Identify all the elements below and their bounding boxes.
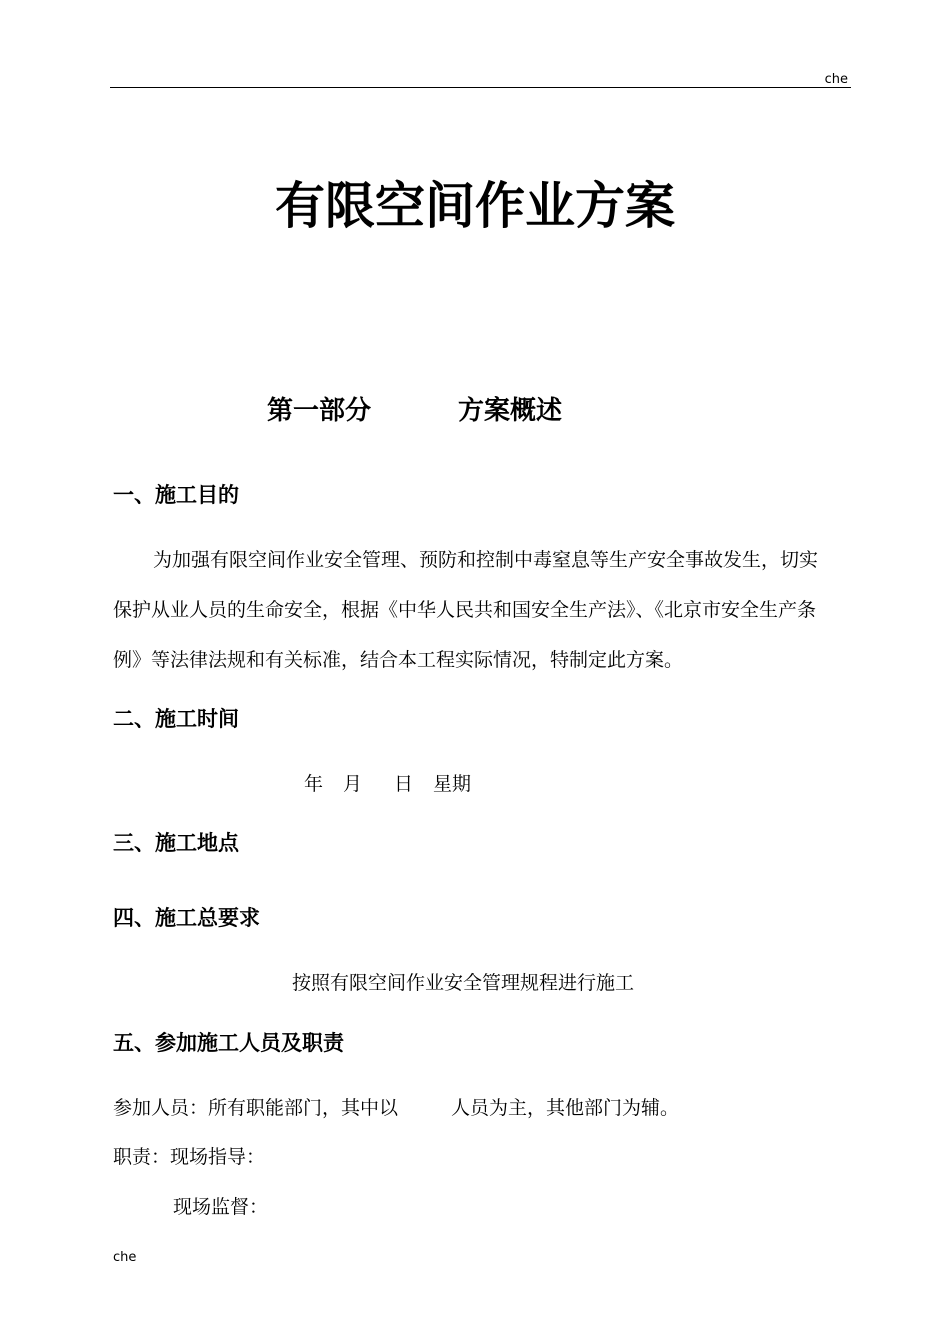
- date-day-label: 日: [394, 773, 414, 795]
- purpose-line-2: 保护从业人员的生命安全，根据《中华人民共和国安全生产法》、《北京市安全生产条: [113, 599, 817, 621]
- section-heading-requirements: 四、施工总要求: [113, 906, 260, 930]
- purpose-line-3: 例》等法律法规和有关标准，结合本工程实际情况，特制定此方案。: [113, 649, 684, 671]
- document-title: 有限空间作业方案: [275, 177, 675, 235]
- header-rule: [110, 87, 851, 88]
- requirements-text: 按照有限空间作业安全管理规程进行施工: [292, 972, 635, 994]
- date-year-label: 年: [304, 773, 324, 795]
- part-number: 第一部分: [267, 396, 372, 426]
- section-heading-personnel: 五、参加施工人员及职责: [113, 1031, 344, 1055]
- section-heading-purpose: 一、施工目的: [113, 483, 239, 507]
- section-heading-time: 二、施工时间: [113, 707, 239, 731]
- personnel-text-b: 人员为主，其他部门为辅。: [451, 1097, 680, 1119]
- page-header-text: che: [824, 72, 848, 87]
- duty-on-site-guidance: 职责：现场指导：: [113, 1146, 266, 1168]
- section-heading-location: 三、施工地点: [113, 831, 239, 855]
- personnel-text-a: 参加人员：所有职能部门，其中以: [113, 1097, 399, 1119]
- date-weekday-label: 星期: [433, 773, 472, 795]
- date-month-label: 月: [343, 773, 363, 795]
- page-footer-text: che: [113, 1250, 137, 1265]
- purpose-line-1: 为加强有限空间作业安全管理、预防和控制中毒窒息等生产安全事故发生，切实: [153, 549, 819, 571]
- part-name: 方案概述: [458, 396, 563, 426]
- duty-on-site-supervision: 现场监督：: [173, 1196, 269, 1218]
